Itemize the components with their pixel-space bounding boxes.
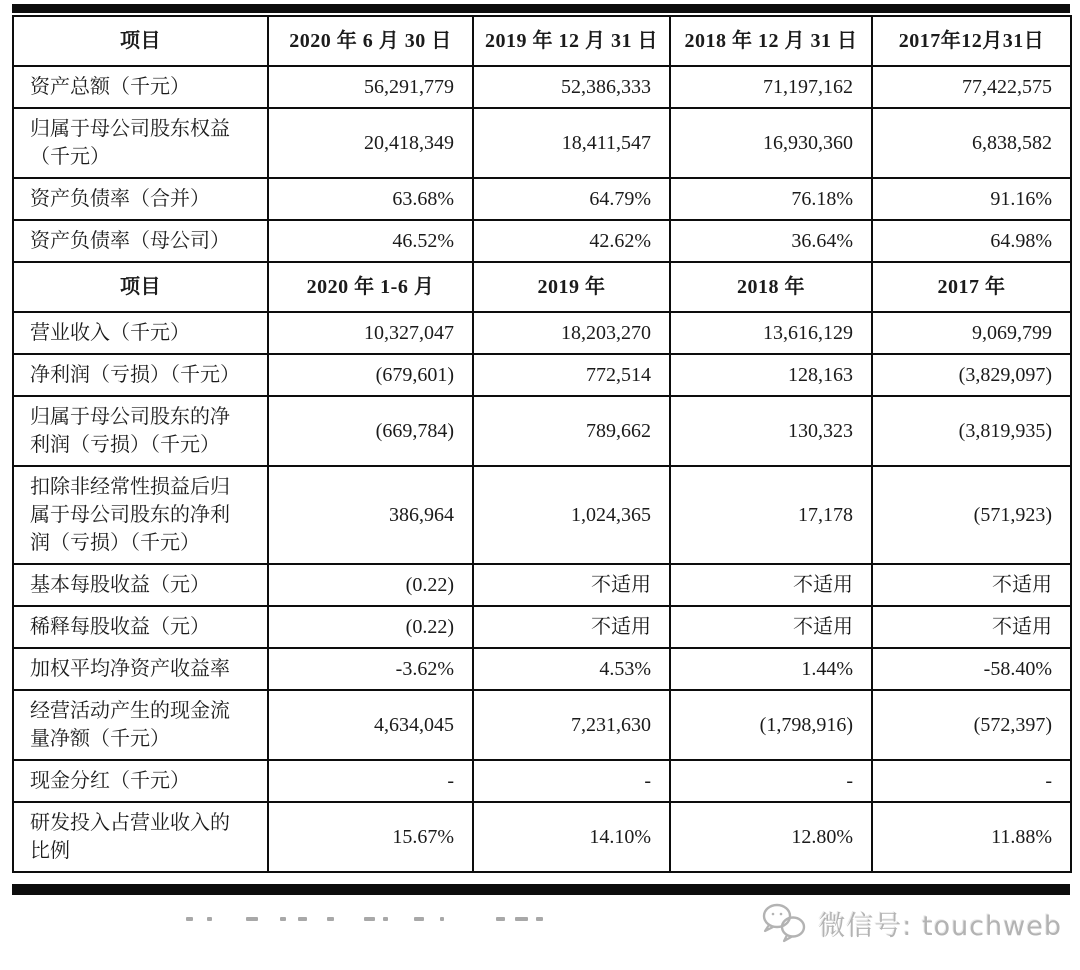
cell-value: 10,327,047 xyxy=(268,312,473,354)
cell-value: 18,411,547 xyxy=(473,108,670,178)
row-label: 资产负债率（母公司） xyxy=(13,220,268,262)
cell-value: 1.44% xyxy=(670,648,872,690)
cell-value: 772,514 xyxy=(473,354,670,396)
cell-value: 15.67% xyxy=(268,802,473,872)
cell-value: 9,069,799 xyxy=(872,312,1071,354)
cell-value: 12.80% xyxy=(670,802,872,872)
cell-value: - xyxy=(473,760,670,802)
row-label: 研发投入占营业收入的比例 xyxy=(13,802,268,872)
top-rule xyxy=(12,4,1070,13)
cell-value: 4.53% xyxy=(473,648,670,690)
cell-value: 不适用 xyxy=(872,606,1071,648)
cell-value: - xyxy=(670,760,872,802)
column-header: 2019 年 xyxy=(473,262,670,312)
row-label: 净利润（亏损）（千元） xyxy=(13,354,268,396)
cell-value: (1,798,916) xyxy=(670,690,872,760)
cell-value: (679,601) xyxy=(268,354,473,396)
cell-value: 42.62% xyxy=(473,220,670,262)
table-row xyxy=(13,220,1071,262)
table-row xyxy=(13,606,1071,648)
cell-value: 18,203,270 xyxy=(473,312,670,354)
row-label: 资产负债率（合并） xyxy=(13,178,268,220)
table-row xyxy=(13,66,1071,108)
row-label: 资产总额（千元） xyxy=(13,66,268,108)
cell-value: - xyxy=(268,760,473,802)
column-header: 2017 年 xyxy=(872,262,1071,312)
row-label: 稀释每股收益（元） xyxy=(13,606,268,648)
cell-value: 130,323 xyxy=(670,396,872,466)
cell-value: 13,616,129 xyxy=(670,312,872,354)
column-header: 2017年12月31日 xyxy=(872,16,1071,66)
row-label: 归属于母公司股东的净利润（亏损）（千元） xyxy=(13,396,268,466)
cell-value: 不适用 xyxy=(670,564,872,606)
cell-value: 1,024,365 xyxy=(473,466,670,564)
cell-value: 789,662 xyxy=(473,396,670,466)
cell-value: 56,291,779 xyxy=(268,66,473,108)
cell-value: 6,838,582 xyxy=(872,108,1071,178)
cell-value: 63.68% xyxy=(268,178,473,220)
cell-value: 64.79% xyxy=(473,178,670,220)
cell-value: 71,197,162 xyxy=(670,66,872,108)
cell-value: 36.64% xyxy=(670,220,872,262)
cell-value: 77,422,575 xyxy=(872,66,1071,108)
cell-value: - xyxy=(872,760,1071,802)
footer xyxy=(0,895,1080,970)
cell-value: 不适用 xyxy=(670,606,872,648)
table-row xyxy=(13,648,1071,690)
cell-value: (669,784) xyxy=(268,396,473,466)
cell-value: (3,819,935) xyxy=(872,396,1071,466)
table-row xyxy=(13,396,1071,466)
cell-value: 17,178 xyxy=(670,466,872,564)
column-header: 2018 年 12 月 31 日 xyxy=(670,16,872,66)
cell-value: 46.52% xyxy=(268,220,473,262)
cell-value: 不适用 xyxy=(872,564,1071,606)
cell-value: 不适用 xyxy=(473,564,670,606)
row-label: 现金分红（千元） xyxy=(13,760,268,802)
wechat-icon xyxy=(760,901,810,945)
financial-table xyxy=(12,15,1072,873)
cell-value: (0.22) xyxy=(268,606,473,648)
cell-value: 64.98% xyxy=(872,220,1071,262)
bottom-rule xyxy=(12,884,1070,895)
column-header: 2019 年 12 月 31 日 xyxy=(473,16,670,66)
cell-value: (3,829,097) xyxy=(872,354,1071,396)
cell-value: 11.88% xyxy=(872,802,1071,872)
table-row xyxy=(13,312,1071,354)
row-label: 扣除非经常性损益后归属于母公司股东的净利润（亏损）（千元） xyxy=(13,466,268,564)
table-row xyxy=(13,802,1071,872)
row-label: 营业收入（千元） xyxy=(13,312,268,354)
table-row xyxy=(13,354,1071,396)
cell-value: 16,930,360 xyxy=(670,108,872,178)
cell-value: 20,418,349 xyxy=(268,108,473,178)
table-row xyxy=(13,178,1071,220)
cell-value: 91.16% xyxy=(872,178,1071,220)
cropped-text-remnants xyxy=(186,917,543,923)
cell-value: 14.10% xyxy=(473,802,670,872)
table-row xyxy=(13,108,1071,178)
column-header: 2018 年 xyxy=(670,262,872,312)
cell-value: -58.40% xyxy=(872,648,1071,690)
row-label: 经营活动产生的现金流量净额（千元） xyxy=(13,690,268,760)
header-row xyxy=(13,262,1071,312)
column-header: 2020 年 1-6 月 xyxy=(268,262,473,312)
row-label: 基本每股收益（元） xyxy=(13,564,268,606)
row-label: 加权平均净资产收益率 xyxy=(13,648,268,690)
table-row xyxy=(13,690,1071,760)
cell-value: 不适用 xyxy=(473,606,670,648)
cell-value: (571,923) xyxy=(872,466,1071,564)
column-header: 2020 年 6 月 30 日 xyxy=(268,16,473,66)
cell-value: 386,964 xyxy=(268,466,473,564)
cell-value: (0.22) xyxy=(268,564,473,606)
cell-value: 128,163 xyxy=(670,354,872,396)
cell-value: -3.62% xyxy=(268,648,473,690)
column-header: 项目 xyxy=(13,16,268,66)
cell-value: 76.18% xyxy=(670,178,872,220)
row-label: 归属于母公司股东权益（千元） xyxy=(13,108,268,178)
wechat-label: 微信号: touchweb xyxy=(818,910,1062,942)
financial-table-body xyxy=(13,16,1071,872)
table-row xyxy=(13,564,1071,606)
cell-value: 4,634,045 xyxy=(268,690,473,760)
cell-value: (572,397) xyxy=(872,690,1071,760)
table-row xyxy=(13,466,1071,564)
table-row xyxy=(13,760,1071,802)
column-header: 项目 xyxy=(13,262,268,312)
header-row xyxy=(13,16,1071,66)
cell-value: 7,231,630 xyxy=(473,690,670,760)
wechat-watermark xyxy=(760,901,1062,945)
cell-value: 52,386,333 xyxy=(473,66,670,108)
